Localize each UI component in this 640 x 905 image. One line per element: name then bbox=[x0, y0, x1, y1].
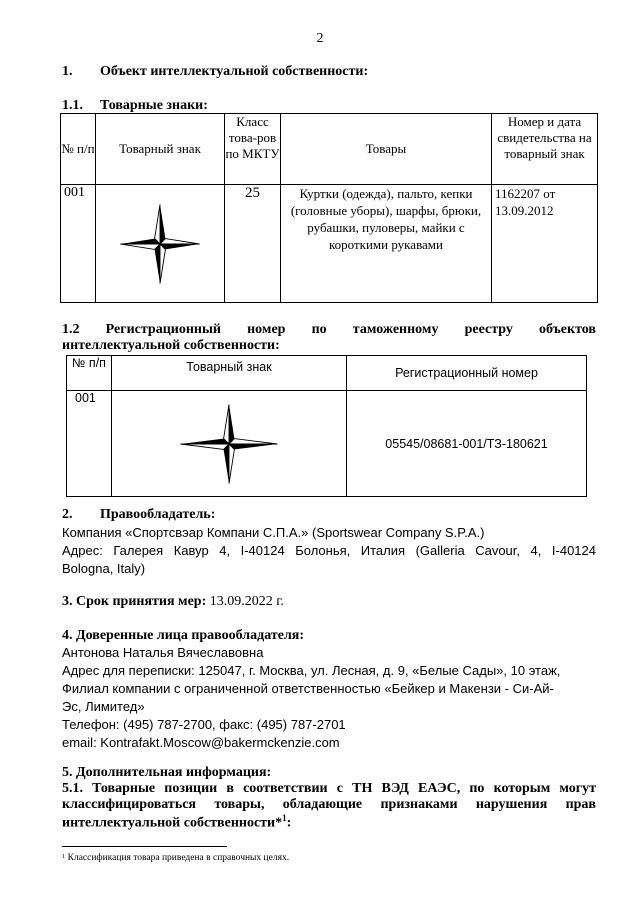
cell-goods: Куртки (одежда), пальто, кепки (головные уборы), шарфы, брюки, рубашки, пуловеры, майки с короткими рукавами bbox=[281, 185, 492, 303]
cell-num: 001 bbox=[67, 391, 112, 497]
section5-1-colon: : bbox=[286, 815, 292, 831]
section1-2-title-line2: интеллектуальной собственности: bbox=[62, 338, 280, 353]
table-header-row bbox=[67, 356, 587, 391]
section5-title: 5. Дополнительная информация: bbox=[62, 765, 272, 780]
agent-email: email: Kontrafakt.Moscow@bakermckenzie.com bbox=[62, 735, 340, 750]
page-number: 2 bbox=[316, 31, 324, 46]
agent-address-line2: Филиал компании с ограниченной ответственностью «Бейкер и Макензи - Си-Ай- bbox=[62, 681, 554, 696]
section1-title: Объект интеллектуальной собственности: bbox=[100, 64, 369, 79]
rightholder-company: Компания «Спортсвэар Компани С.П.А.» (Sportswear Company S.P.A.) bbox=[62, 525, 485, 540]
header-reg: Регистрационный номер bbox=[347, 356, 587, 391]
header-num: № п/п bbox=[67, 356, 112, 391]
footnote-text: Классификация товара приведена в справочных целях. bbox=[67, 853, 290, 863]
header-mark: Товарный знак bbox=[96, 114, 225, 185]
table-header-row bbox=[61, 114, 598, 185]
compass-star-logo bbox=[176, 399, 282, 489]
section1-1-title: Товарные знаки: bbox=[100, 98, 208, 113]
cell-class: 25 bbox=[225, 185, 281, 303]
agent-address-line1: Адрес для переписки: 125047, г. Москва, ул. Лесная, д. 9, «Белые Сады», 10 этаж, bbox=[62, 663, 561, 678]
section2-num: 2. bbox=[62, 507, 73, 522]
cell-mark bbox=[112, 391, 347, 497]
cell-num: 001 bbox=[61, 185, 96, 303]
header-class: Класс това-ров по МКТУ bbox=[225, 114, 281, 185]
term-value: 13.09.2022 г. bbox=[209, 594, 284, 609]
header-num: № п/п bbox=[61, 114, 96, 185]
cell-reg: 05545/08681-001/ТЗ-180621 bbox=[347, 391, 587, 497]
cell-cert: 1162207 от 13.09.2012 bbox=[492, 185, 598, 303]
agent-name: Антонова Наталья Вячеславовна bbox=[62, 645, 264, 660]
section5-1-line3 bbox=[62, 813, 291, 832]
table-row bbox=[61, 185, 598, 303]
section1-num: 1. bbox=[62, 64, 73, 79]
header-goods: Товары bbox=[281, 114, 492, 185]
section1-2-title-line1: 1.2 Регистрационный номер по таможенному реестру объектов bbox=[62, 322, 596, 337]
trademark-table bbox=[60, 113, 598, 303]
footnote-ref: 1 bbox=[282, 813, 287, 823]
header-cert: Номер и дата свидетельства на товарный знак bbox=[492, 114, 598, 185]
section5-1-line3-text: интеллектуальной собственности* bbox=[62, 815, 283, 831]
section4-title: 4. Доверенные лица правообладателя: bbox=[62, 628, 305, 643]
agent-phone: Телефон: (495) 787-2700, факс: (495) 787-2701 bbox=[62, 717, 346, 732]
registry-table bbox=[66, 355, 587, 497]
section2-title: Правообладатель: bbox=[100, 507, 216, 522]
table-row bbox=[67, 391, 587, 497]
footnote bbox=[62, 853, 289, 863]
section5-1-line1: 5.1. Товарные позиции в соответствии с ТН ВЭД ЕАЭС, по которым могут bbox=[62, 781, 596, 796]
rightholder-address-line1: Адрес: Галерея Кавур 4, I-40124 Болонья, Италия (Galleria Cavour, 4, I-40124 bbox=[62, 543, 596, 558]
compass-star-logo bbox=[115, 199, 205, 289]
footnote-mark: 1 bbox=[62, 853, 66, 860]
term-of-measures bbox=[62, 594, 284, 610]
rightholder-address-line2: Bologna, Italy) bbox=[62, 561, 146, 576]
section1-1-num: 1.1. bbox=[62, 98, 83, 113]
agent-address-line3: Эс, Лимитед» bbox=[62, 699, 145, 714]
footnote-divider bbox=[62, 846, 227, 847]
term-label: 3. Срок принятия мер: bbox=[62, 594, 207, 609]
section5-1-line2: классифицироваться товары, обладающие признаками нарушения прав bbox=[62, 797, 596, 812]
header-mark: Товарный знак bbox=[112, 356, 347, 391]
cell-mark bbox=[96, 185, 225, 303]
